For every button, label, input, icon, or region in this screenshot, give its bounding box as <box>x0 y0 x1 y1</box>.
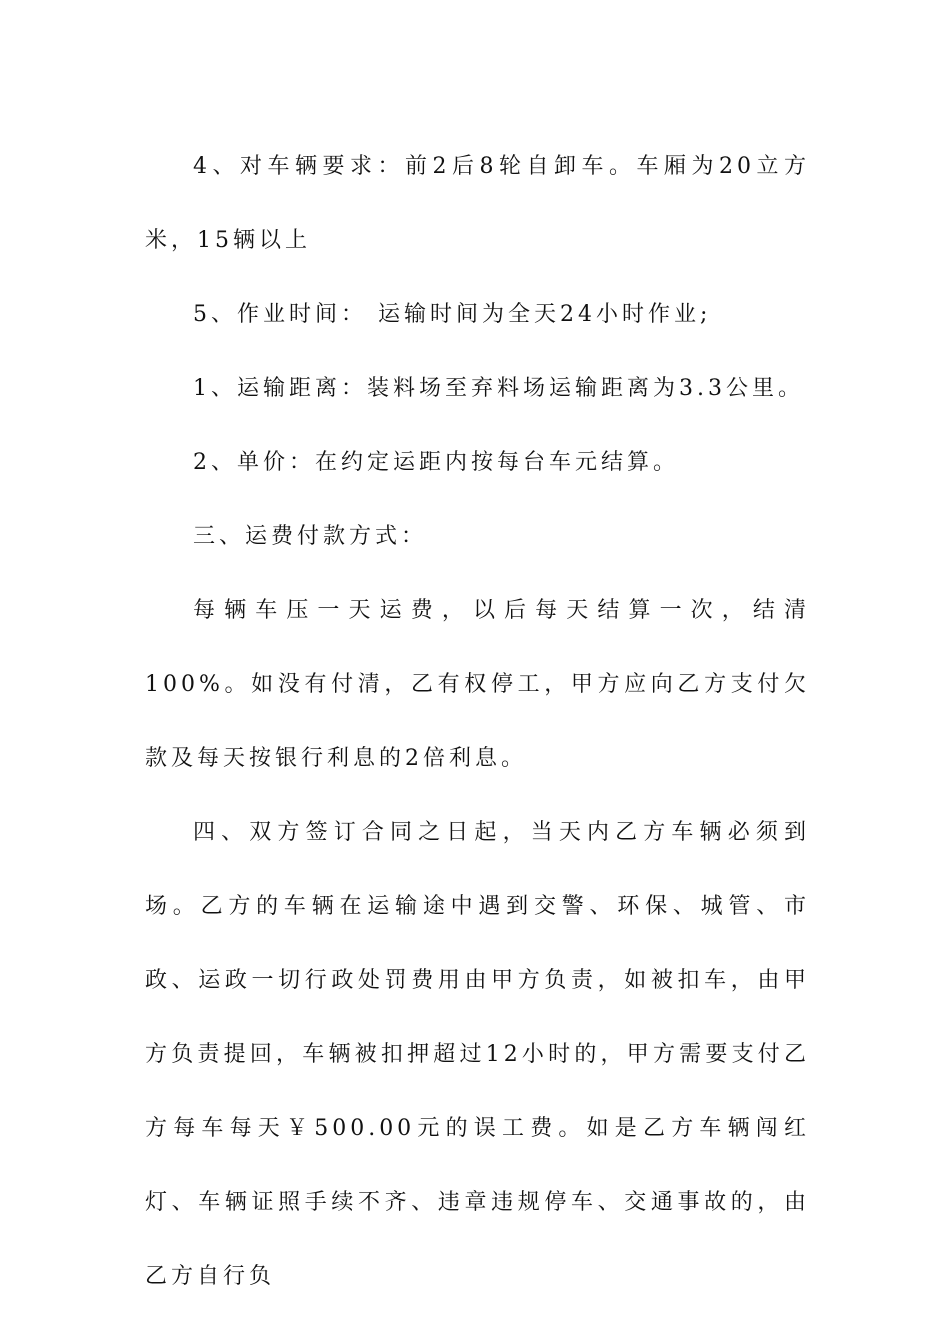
paragraph-transport-distance: 1、运输距离：装料场至弃料场运输距离为3.3公里。 <box>193 376 804 401</box>
paragraph-payment-terms: 每辆车压一天运费，以后每天结算一次，结清100%。如没有付清，乙有权停工，甲方应向乙方支付欠款及每天按银行利息的2倍利息。 <box>145 598 810 771</box>
document-body <box>145 130 810 1314</box>
paragraph-vehicle-requirements: 4、对车辆要求：前2后8轮自卸车。车厢为20立方米，15辆以上 <box>145 154 810 253</box>
paragraph-unit-price: 2、单价：在约定运距内按每台车元结算。 <box>193 450 679 475</box>
paragraph-working-hours: 5、作业时间： 运输时间为全天24小时作业; <box>193 302 712 327</box>
paragraph-section-four: 四、双方签订合同之日起，当天内乙方车辆必须到场。乙方的车辆在运输途中遇到交警、环保、城管、市政、运政一切行政处罚费用由甲方负责，如被扣车，由甲方负责提回，车辆被扣押超过12小时的，甲方需要支付乙方每车每天￥500.00元的误工费。如是乙方车辆闯红灯、车辆证照手续不齐、违章违规停车、交通事故的，由乙方自行负 <box>145 820 810 1289</box>
section-heading-payment-method: 三、运费付款方式： <box>193 524 428 549</box>
